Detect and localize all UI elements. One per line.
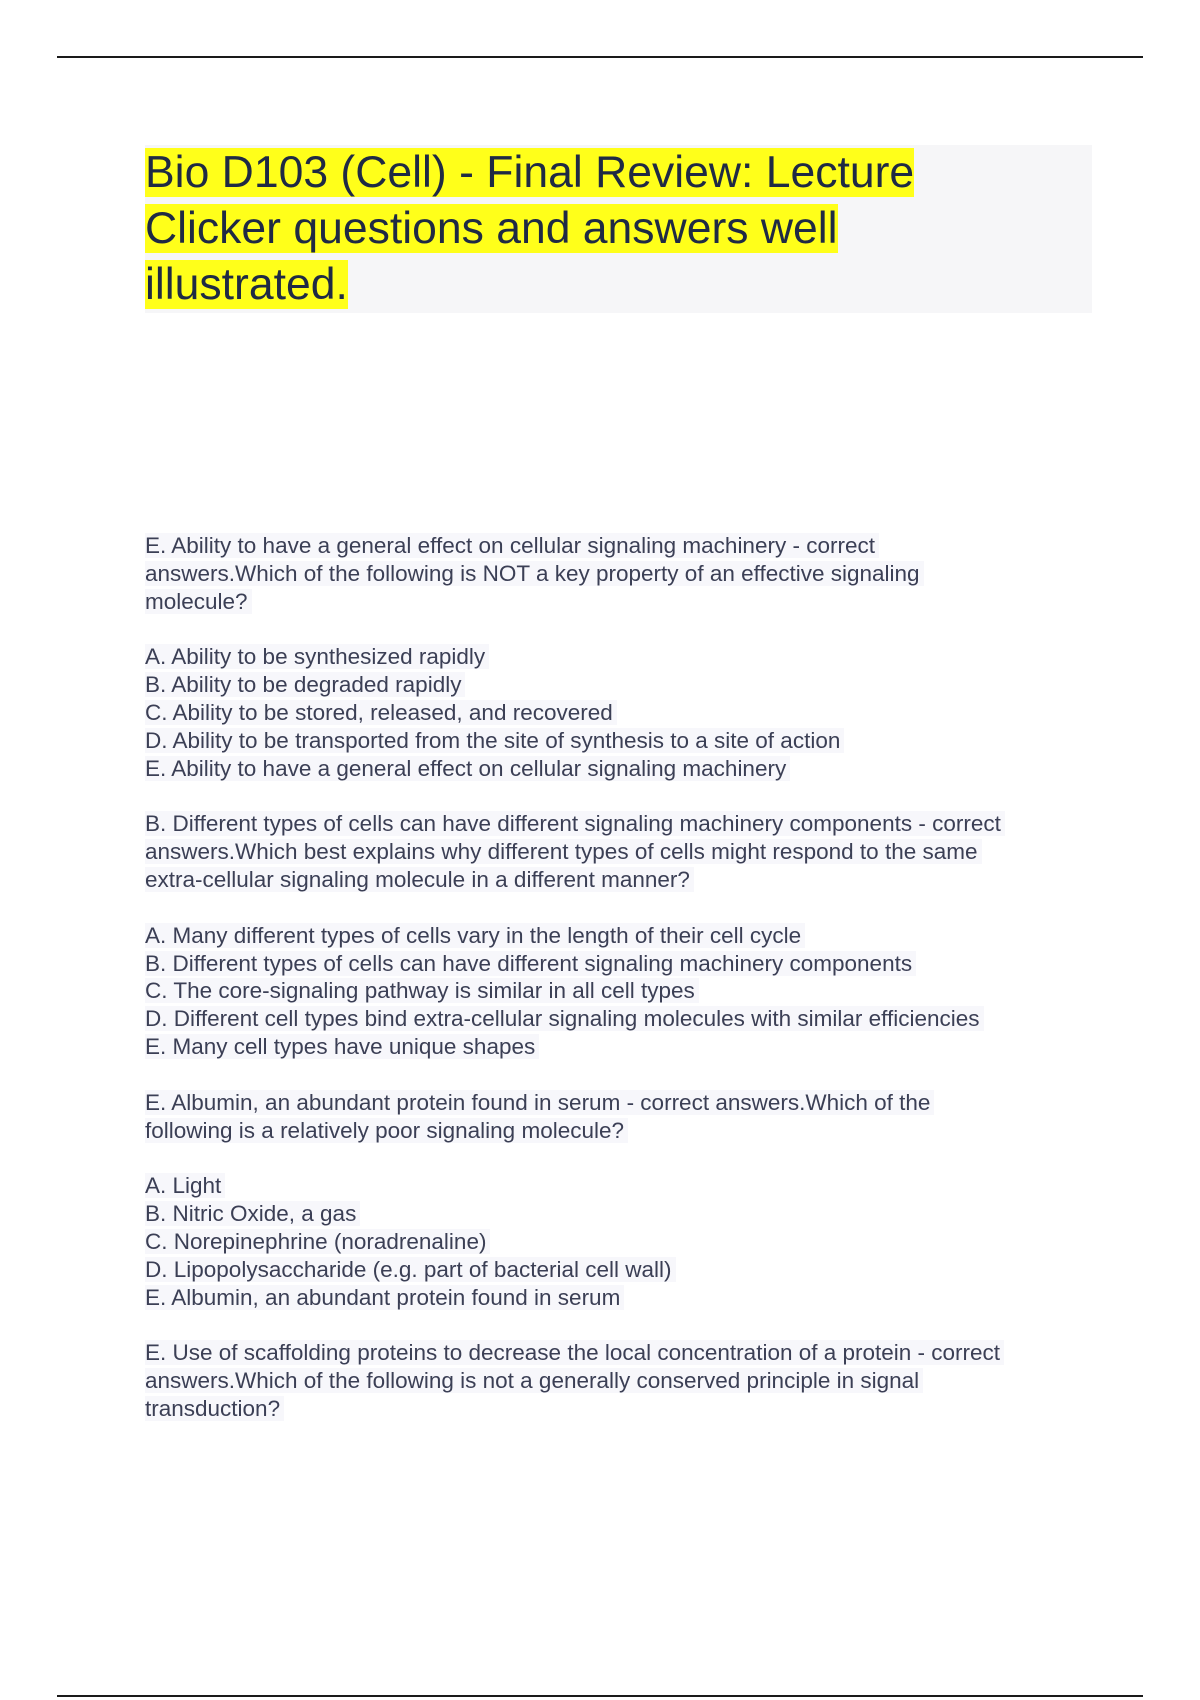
- bottom-rule: [57, 1695, 1143, 1697]
- answer-line: extra-cellular signaling molecule in a different manner?: [145, 866, 1075, 894]
- option-line: E. Many cell types have unique shapes: [145, 1033, 1075, 1061]
- qa-block: [145, 1339, 1075, 1422]
- title-line: Bio D103 (Cell) - Final Review: Lecture: [145, 148, 915, 197]
- qa-block: [145, 532, 1075, 782]
- option-line: D. Ability to be transported from the site of synthesis to a site of action: [145, 727, 1075, 755]
- title-line: Clicker questions and answers well: [145, 204, 838, 253]
- qa-block: [145, 1089, 1075, 1312]
- answer-line: answers.Which of the following is NOT a key property of an effective signaling: [145, 560, 1075, 588]
- answer-line: answers.Which best explains why different types of cells might respond to the same: [145, 838, 1075, 866]
- top-rule: [57, 56, 1143, 58]
- option-line: A. Ability to be synthesized rapidly: [145, 643, 1075, 671]
- title-block: [145, 145, 1092, 313]
- answer-line: following is a relatively poor signaling molecule?: [145, 1117, 1075, 1145]
- option-line: B. Nitric Oxide, a gas: [145, 1200, 1075, 1228]
- page-title: [145, 145, 1092, 313]
- answer-line: E. Use of scaffolding proteins to decrease the local concentration of a protein - correct: [145, 1339, 1075, 1367]
- answer-line: molecule?: [145, 588, 1075, 616]
- answer-line: B. Different types of cells can have different signaling machinery components - correct: [145, 810, 1075, 838]
- answer-line: answers.Which of the following is not a generally conserved principle in signal: [145, 1367, 1075, 1395]
- option-line: D. Lipopolysaccharide (e.g. part of bacterial cell wall): [145, 1256, 1075, 1284]
- answer-line: E. Albumin, an abundant protein found in serum - correct answers.Which of the: [145, 1089, 1075, 1117]
- option-line: C. Ability to be stored, released, and recovered: [145, 699, 1075, 727]
- answer-line: transduction?: [145, 1395, 1075, 1423]
- answer-line: E. Ability to have a general effect on cellular signaling machinery - correct: [145, 532, 1075, 560]
- option-line: A. Many different types of cells vary in the length of their cell cycle: [145, 922, 1075, 950]
- title-line: illustrated.: [145, 260, 348, 309]
- option-line: C. The core-signaling pathway is similar in all cell types: [145, 977, 1075, 1005]
- option-line: E. Ability to have a general effect on cellular signaling machinery: [145, 755, 1075, 783]
- option-line: E. Albumin, an abundant protein found in serum: [145, 1284, 1075, 1312]
- option-line: D. Different cell types bind extra-cellular signaling molecules with similar efficiencies: [145, 1005, 1075, 1033]
- qa-block: [145, 810, 1075, 1060]
- option-line: B. Different types of cells can have different signaling machinery components: [145, 950, 1075, 978]
- option-line: B. Ability to be degraded rapidly: [145, 671, 1075, 699]
- option-line: C. Norepinephrine (noradrenaline): [145, 1228, 1075, 1256]
- document-body: [145, 532, 1075, 1423]
- option-line: A. Light: [145, 1172, 1075, 1200]
